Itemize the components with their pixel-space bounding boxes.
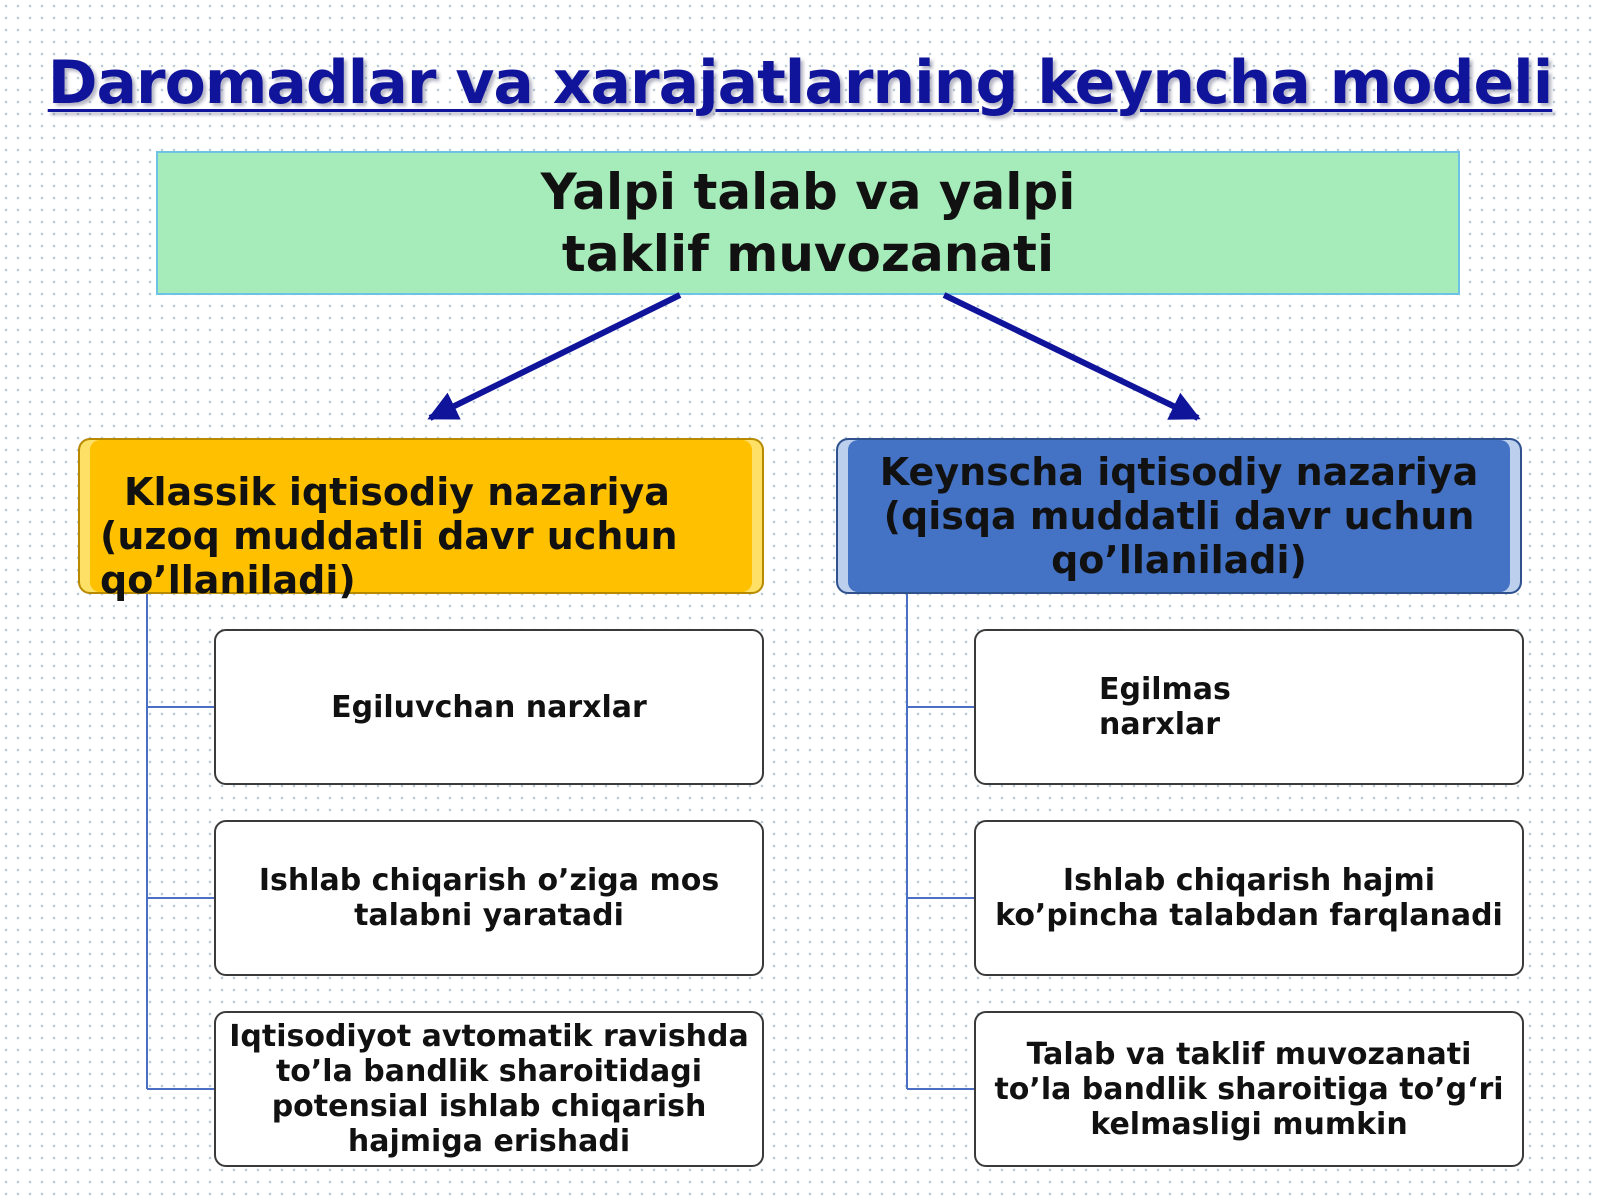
classical-theory-heading: Klassik iqtisodiy nazariya (uzoq muddatli davr uchun qo’llaniladi) [100,470,678,602]
keynesian-item-2-text: Ishlab chiqarish hajmi ko’pincha talabdan farqlanadi [995,863,1503,933]
keynesian-item-1-text: Egilmas narxlar [1099,672,1231,742]
keynesian-theory-heading: Keynscha iqtisodiy nazariya (qisqa muddatli davr uchun qo’llaniladi) [879,450,1479,582]
keynesian-item-2 [974,820,1524,976]
classical-item-3 [214,1011,764,1167]
top-concept-text: Yalpi talab va yalpi taklif muvozanati [540,163,1076,283]
right-connector [907,594,974,1089]
keynesian-item-3 [974,1011,1524,1167]
keynesian-item-1 [974,629,1524,785]
classical-item-3-text: Iqtisodiyot avtomatik ravishda to’la bandlik sharoitidagi potensial ishlab chiqarish hajmiga erishadi [229,1019,749,1159]
classical-theory-box [78,438,764,602]
keynesian-item-3-text: Talab va taklif muvozanati to’la bandlik sharoitiga to’g‘ri kelmasligi mumkin [994,1036,1504,1142]
slide-title: Daromadlar va xarajatlarning keyncha modeli [47,48,1553,118]
left-connector [147,594,214,1089]
classical-item-1 [214,629,764,785]
classical-item-2 [214,820,764,976]
classical-item-2-text: Ishlab chiqarish o’ziga mos talabni yaratadi [258,863,720,933]
keynesian-theory-box [836,438,1522,594]
classical-item-1-text: Egiluvchan narxlar [331,689,647,725]
